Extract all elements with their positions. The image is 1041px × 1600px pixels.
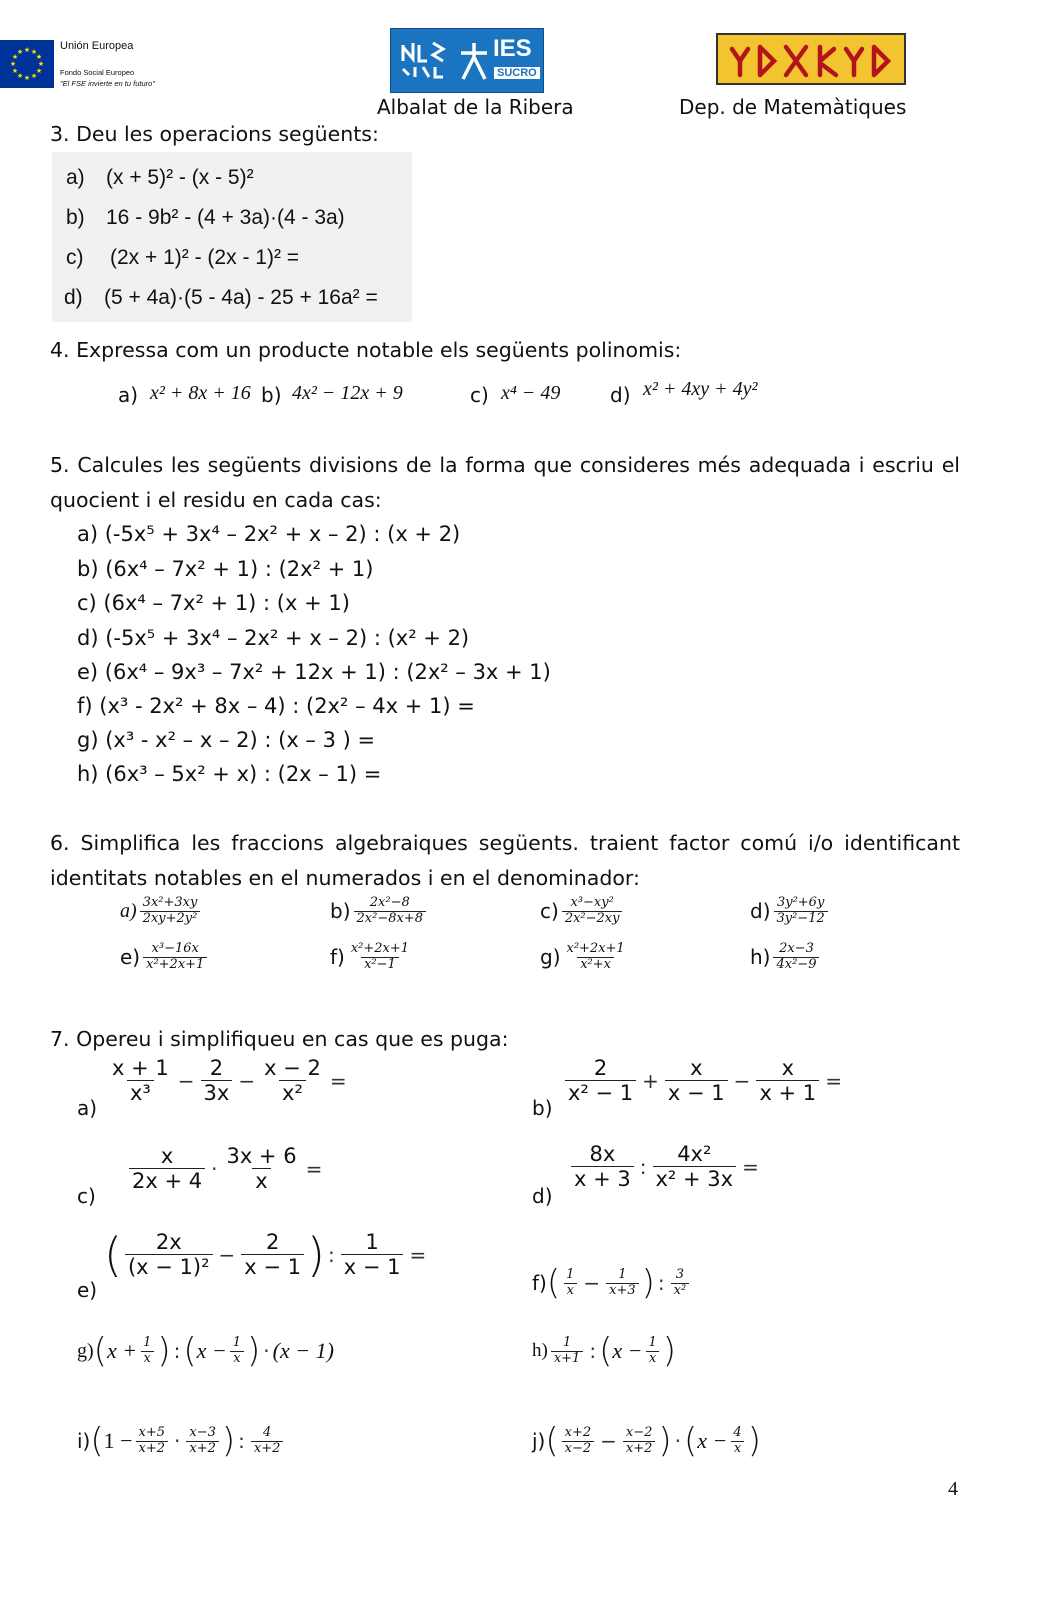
sec7-j-expr: j) ( $\frac{x+2}{x-2}$ − $\frac{x-2}{x+2}$ ) · ( x − $\frac{4}{x}$ ): [532, 1421, 761, 1461]
fraction: [606, 1268, 639, 1299]
sec3-title: 3. Deu les operacions següents:: [50, 122, 379, 146]
left-paren: (: [684, 1421, 698, 1461]
sec7-g-label: g): [77, 1339, 94, 1362]
svg-text:★: ★: [23, 46, 31, 54]
numerator: x: [781, 1056, 795, 1080]
left-paren: (: [545, 1421, 559, 1461]
numerator: 3x²+3xy: [142, 895, 198, 910]
numerator: x−2: [625, 1424, 653, 1440]
sec7-c-expr: $\frac{x}{2x + 4}$ · $\frac{3x + 6}{x}$ =: [126, 1144, 325, 1193]
left-paren: (: [104, 1227, 122, 1282]
sec5-item-f: f) (x³ - 2x² + 8x – 4) : (2x² – 4x + 1) =: [77, 694, 475, 718]
ies-sub: SUCRO: [494, 67, 540, 79]
numerator: 8x: [589, 1142, 616, 1166]
denominator: 4x²−9: [773, 957, 819, 973]
denominator: 2xy+2y²: [140, 911, 201, 927]
svg-text:★: ★: [11, 67, 19, 75]
sec7-e-expr: ( $\frac{2x}{\text{(x − 1)²}}$ − $\frac{2}{x - 1}$ ) : $\frac{1}{x - 1}$ =: [104, 1227, 427, 1282]
fraction: [186, 1426, 219, 1457]
fraction: [140, 896, 201, 927]
denominator: x − 1: [241, 1254, 304, 1279]
page-number: 4: [948, 1478, 958, 1500]
left-paren: (: [599, 1331, 613, 1371]
sec6-title-line2: identitats notables en el numerados i en el denominador:: [50, 866, 640, 890]
numerator: x²+2x+1: [350, 941, 410, 956]
fraction: [773, 942, 819, 973]
sec4-item-c-label: c): [470, 383, 489, 407]
sec5-title-line2: quocient i el residu en cada cas:: [50, 488, 382, 512]
ies-label: IES: [493, 35, 532, 62]
sec3-item-a-label: a): [66, 166, 85, 189]
sec7-a-label: a): [77, 1096, 98, 1120]
sec6-item-e: [120, 942, 210, 973]
sec5-item-d: d) (-5x⁵ + 3x⁴ – 2x² + x – 2) : (x² + 2): [77, 626, 470, 650]
eu-logo: [0, 40, 54, 88]
fraction: [109, 1056, 172, 1105]
sec7-f-label: f): [532, 1271, 547, 1295]
sec7-b-expr: $\frac{2}{\text{x² − 1}}$ + $\frac{x}{x - 1}$ − $\frac{x}{x + 1}$ =: [562, 1056, 845, 1105]
town-label: Albalat de la Ribera: [377, 95, 574, 119]
numerator: x−3: [189, 1424, 216, 1440]
sec7-j-label: j): [532, 1429, 546, 1453]
left-paren: (: [183, 1331, 197, 1371]
svg-text:★: ★: [16, 48, 24, 56]
denominator: x+2: [186, 1441, 219, 1457]
numerator: 4x²: [677, 1142, 712, 1166]
denominator: 3y²−12: [774, 911, 828, 927]
right-paren: ): [221, 1421, 236, 1461]
numerator: 1: [232, 1334, 242, 1350]
right-paren: ): [662, 1331, 677, 1371]
denominator: x³: [127, 1080, 154, 1105]
fraction: [136, 1426, 169, 1457]
sec6-item-h: [750, 942, 822, 973]
sec7-d-label: d): [532, 1184, 553, 1208]
sec4-item-d: x² + 4xy + 4y²: [643, 378, 758, 400]
sec6-item-a-label: a): [120, 899, 137, 922]
right-paren: ): [247, 1331, 261, 1371]
sec6-item-d: [750, 896, 831, 927]
denominator: x: [646, 1351, 659, 1367]
term: (x − 1): [272, 1338, 334, 1363]
denominator: x+2: [623, 1441, 656, 1457]
numerator: x³−16x: [151, 941, 199, 956]
fraction: [565, 1056, 636, 1105]
term: 1 −: [103, 1428, 133, 1453]
denominator: x: [252, 1168, 270, 1193]
sec7-c-label: c): [77, 1184, 96, 1208]
sec7-e-label: e): [77, 1278, 98, 1302]
numerator: x³−xy²: [570, 895, 614, 910]
fraction: [341, 1230, 404, 1279]
sec6-item-b: [330, 896, 429, 927]
fraction: [665, 1056, 728, 1105]
term: x −: [697, 1428, 728, 1453]
denominator: 2x + 4: [129, 1168, 205, 1193]
eu-motto: "El FSE invierte en tu futuro": [60, 79, 155, 88]
numerator: x: [160, 1144, 174, 1168]
fraction: [623, 1426, 656, 1457]
numerator: x + 1: [112, 1056, 169, 1080]
fraction: [261, 1056, 324, 1105]
sec7-d-expr: $\frac{8x}{x + 3}$ : $\frac{\text{4x²}}{\text{x² + 3x}}$ =: [568, 1142, 762, 1191]
sec5-item-e: e) (6x⁴ – 9x³ – 7x² + 12x + 1) : (2x² – 3x + 1): [77, 660, 551, 684]
numerator: x²+2x+1: [566, 941, 625, 956]
sec7-b-label: b): [532, 1096, 553, 1120]
term: x −: [612, 1338, 643, 1363]
numerator: 2x²−8: [369, 895, 410, 910]
right-paren: ): [747, 1421, 761, 1461]
numerator: x+5: [138, 1424, 166, 1440]
sec5-item-c: c) (6x⁴ – 7x² + 1) : (x + 1): [77, 591, 350, 615]
svg-text:★: ★: [23, 74, 31, 82]
denominator: (x − 1)²: [125, 1254, 213, 1279]
numerator: 1: [566, 1266, 575, 1282]
fraction: [348, 942, 412, 973]
numerator: x − 2: [264, 1056, 321, 1080]
numerator: 2: [265, 1230, 280, 1254]
fraction: [774, 896, 828, 927]
sec7-g-expr: g) ( x + $\frac{1}{x}$ ) : ( x − $\frac{1}{x}$ ) · (x − 1): [77, 1331, 334, 1371]
term: x −: [196, 1338, 227, 1363]
sec7-h-expr: h) $\frac{1}{x+1}$ : ( x − $\frac{1}{x}$ ): [532, 1331, 677, 1371]
term: x +: [106, 1338, 138, 1363]
numerator: 4: [263, 1424, 272, 1440]
sec6-item-c: [540, 896, 625, 927]
sec4-item-a-label: a): [118, 383, 139, 407]
ies-logo: [390, 28, 544, 93]
denominator: x²+2x+1: [143, 957, 207, 973]
sec3-item-d-label: d): [64, 286, 83, 309]
sec5-item-g: g) (x³ - x² – x – 2) : (x – 3 ) =: [77, 728, 376, 752]
department-label: Dep. de Matemàtiques: [679, 95, 907, 119]
denominator: x − 1: [341, 1254, 404, 1279]
fraction: [563, 1268, 577, 1299]
fraction: [241, 1230, 304, 1279]
fraction: [653, 1142, 737, 1191]
numerator: x: [690, 1056, 703, 1080]
sec7-f-expr: f) ( $\frac{1}{x}$ − $\frac{1}{x+3}$ ) : $\frac{3}{\text{x²}}$: [532, 1266, 692, 1300]
fraction: [551, 1336, 584, 1367]
sec5-item-b: b) (6x⁴ – 7x² + 1) : (2x² + 1): [77, 557, 374, 581]
svg-text:★: ★: [30, 72, 38, 80]
sec6-title-line1: 6. Simplifica les fraccions algebraiques següents. traient factor comú i/o identificant: [50, 831, 960, 855]
denominator: x²: [279, 1080, 306, 1105]
ies-glyphs-icon: [399, 39, 457, 81]
sec6-item-g-label: g): [540, 945, 561, 970]
sec6-item-d-label: d): [750, 899, 771, 924]
sec7-h-label: h): [532, 1340, 548, 1361]
sec6-item-g: [540, 942, 631, 973]
sec3-item-c-label: c): [66, 246, 84, 269]
eu-title: Unión Europea: [60, 40, 134, 52]
sec7-title: 7. Opereu i simplifiqueu en cas que es puga:: [50, 1027, 509, 1051]
sec3-item-d: (5 + 4a)·(5 - 4a) - 25 + 16a² =: [104, 286, 378, 309]
svg-text:★: ★: [35, 53, 43, 61]
numerator: 3: [675, 1266, 685, 1282]
denominator: x²+x: [577, 957, 614, 973]
numerator: 2x−3: [779, 941, 814, 956]
sec4-title: 4. Expressa com un producte notable els següents polinomis:: [50, 338, 682, 362]
right-paren: ): [658, 1421, 672, 1461]
sec6-item-b-label: b): [330, 899, 351, 924]
denominator: 2x²−2xy: [562, 911, 623, 927]
fraction: [354, 896, 426, 927]
numerator: 1: [648, 1334, 657, 1350]
fraction: [730, 1426, 744, 1457]
sec7-i-label: i): [77, 1429, 91, 1453]
svg-text:★: ★: [30, 48, 38, 56]
numerator: 2x: [155, 1230, 182, 1254]
sec7-i-expr: i) ( 1 − $\frac{x+5}{x+2}$ · $\frac{x-3}{x+2}$ ) : $\frac{4}{x+2}$: [77, 1424, 286, 1458]
numerator: 4: [733, 1424, 742, 1440]
sec3-item-a: (x + 5)² - (x - 5)²: [106, 166, 254, 189]
sec4-item-b-label: b): [261, 383, 282, 407]
sec3-list: [52, 152, 412, 322]
denominator: x+1: [551, 1351, 584, 1367]
eu-fund: Fondo Social Europeo: [60, 68, 135, 77]
denominator: x + 1: [756, 1080, 819, 1105]
eu-stars-icon: [0, 40, 54, 88]
sec4-item-a: x² + 8x + 16: [150, 382, 251, 404]
denominator: x²−1: [361, 957, 399, 973]
svg-text:★: ★: [37, 60, 45, 68]
sec5-item-a: a) (-5x⁵ + 3x⁴ – 2x² + x – 2) : (x + 2): [77, 522, 461, 546]
sec6-item-h-label: h): [750, 945, 771, 970]
fraction: [562, 896, 623, 927]
numerator: 1: [562, 1334, 572, 1350]
denominator: x: [230, 1351, 243, 1367]
sec3-item-c: (2x + 1)² - (2x - 1)² =: [110, 246, 300, 269]
sec6-item-f: [330, 942, 415, 973]
svg-text:★: ★: [35, 67, 43, 75]
denominator: 2x²−8x+8: [354, 911, 426, 927]
fraction: [564, 942, 628, 973]
numerator: 3x + 6: [226, 1144, 297, 1168]
numerator: 2: [209, 1056, 224, 1080]
fraction: [671, 1268, 690, 1299]
numerator: 1: [143, 1334, 152, 1350]
left-paren: (: [546, 1263, 561, 1303]
person-icon: [459, 41, 489, 81]
svg-text:★: ★: [9, 60, 17, 68]
fraction: [562, 1426, 595, 1457]
fraction: [230, 1336, 244, 1367]
sec4-item-b: 4x² − 12x + 9: [292, 382, 403, 404]
sec3-item-b-label: b): [66, 206, 85, 229]
fraction: [645, 1336, 659, 1367]
fraction: [223, 1144, 299, 1193]
denominator: x² − 1: [565, 1080, 636, 1105]
denominator: x+2: [136, 1441, 169, 1457]
right-paren: ): [307, 1227, 325, 1282]
sec6-item-a: [120, 896, 203, 927]
numerator: 2: [593, 1056, 608, 1080]
sec6-item-c-label: c): [540, 899, 559, 924]
sec5-item-h: h) (6x³ – 5x² + x) : (2x – 1) =: [77, 762, 382, 786]
svg-text:★: ★: [16, 72, 24, 80]
denominator: x−2: [562, 1441, 595, 1457]
denominator: x²: [671, 1283, 690, 1299]
fraction: [140, 1336, 154, 1367]
stamp-glyphs-icon: [718, 35, 904, 83]
denominator: x + 3: [571, 1166, 634, 1191]
fraction: [129, 1144, 205, 1193]
department-stamp: [716, 33, 906, 85]
sec4-item-d-label: d): [610, 383, 631, 407]
left-paren: (: [93, 1331, 107, 1371]
sec4-item-c: x⁴ − 49: [501, 382, 561, 404]
fraction: [125, 1230, 213, 1279]
fraction: [201, 1056, 233, 1105]
numerator: x+2: [564, 1424, 592, 1440]
sec3-item-b: 16 - 9b² - (4 + 3a)·(4 - 3a): [106, 206, 345, 229]
denominator: x: [731, 1441, 744, 1457]
fraction: [756, 1056, 819, 1105]
denominator: 3x: [201, 1080, 233, 1105]
svg-text:★: ★: [11, 53, 19, 61]
numerator: 1: [618, 1266, 627, 1282]
right-paren: ): [641, 1263, 655, 1303]
sec7-a-expr: $\frac{x + 1}{\text{x³}}$ − $\frac{2}{3x}$ − $\frac{x - 2}{\text{x²}}$ =: [106, 1056, 350, 1105]
right-paren: ): [157, 1331, 171, 1371]
denominator: x − 1: [665, 1080, 728, 1105]
sec5-title-line1: 5. Calcules les següents divisions de la forma que consideres més adequada i escriu el: [50, 453, 960, 477]
fraction: [251, 1426, 284, 1457]
sec6-item-e-label: e): [120, 945, 141, 970]
fraction: [143, 942, 207, 973]
sec6-item-f-label: f): [330, 945, 345, 970]
left-paren: (: [90, 1421, 104, 1461]
denominator: x: [564, 1283, 577, 1299]
denominator: x: [141, 1351, 154, 1367]
denominator: x² + 3x: [653, 1166, 737, 1191]
numerator: 1: [365, 1230, 379, 1254]
numerator: 3y²+6y: [776, 895, 825, 910]
denominator: x+3: [606, 1283, 639, 1299]
denominator: x+2: [251, 1441, 284, 1457]
fraction: [571, 1142, 634, 1191]
